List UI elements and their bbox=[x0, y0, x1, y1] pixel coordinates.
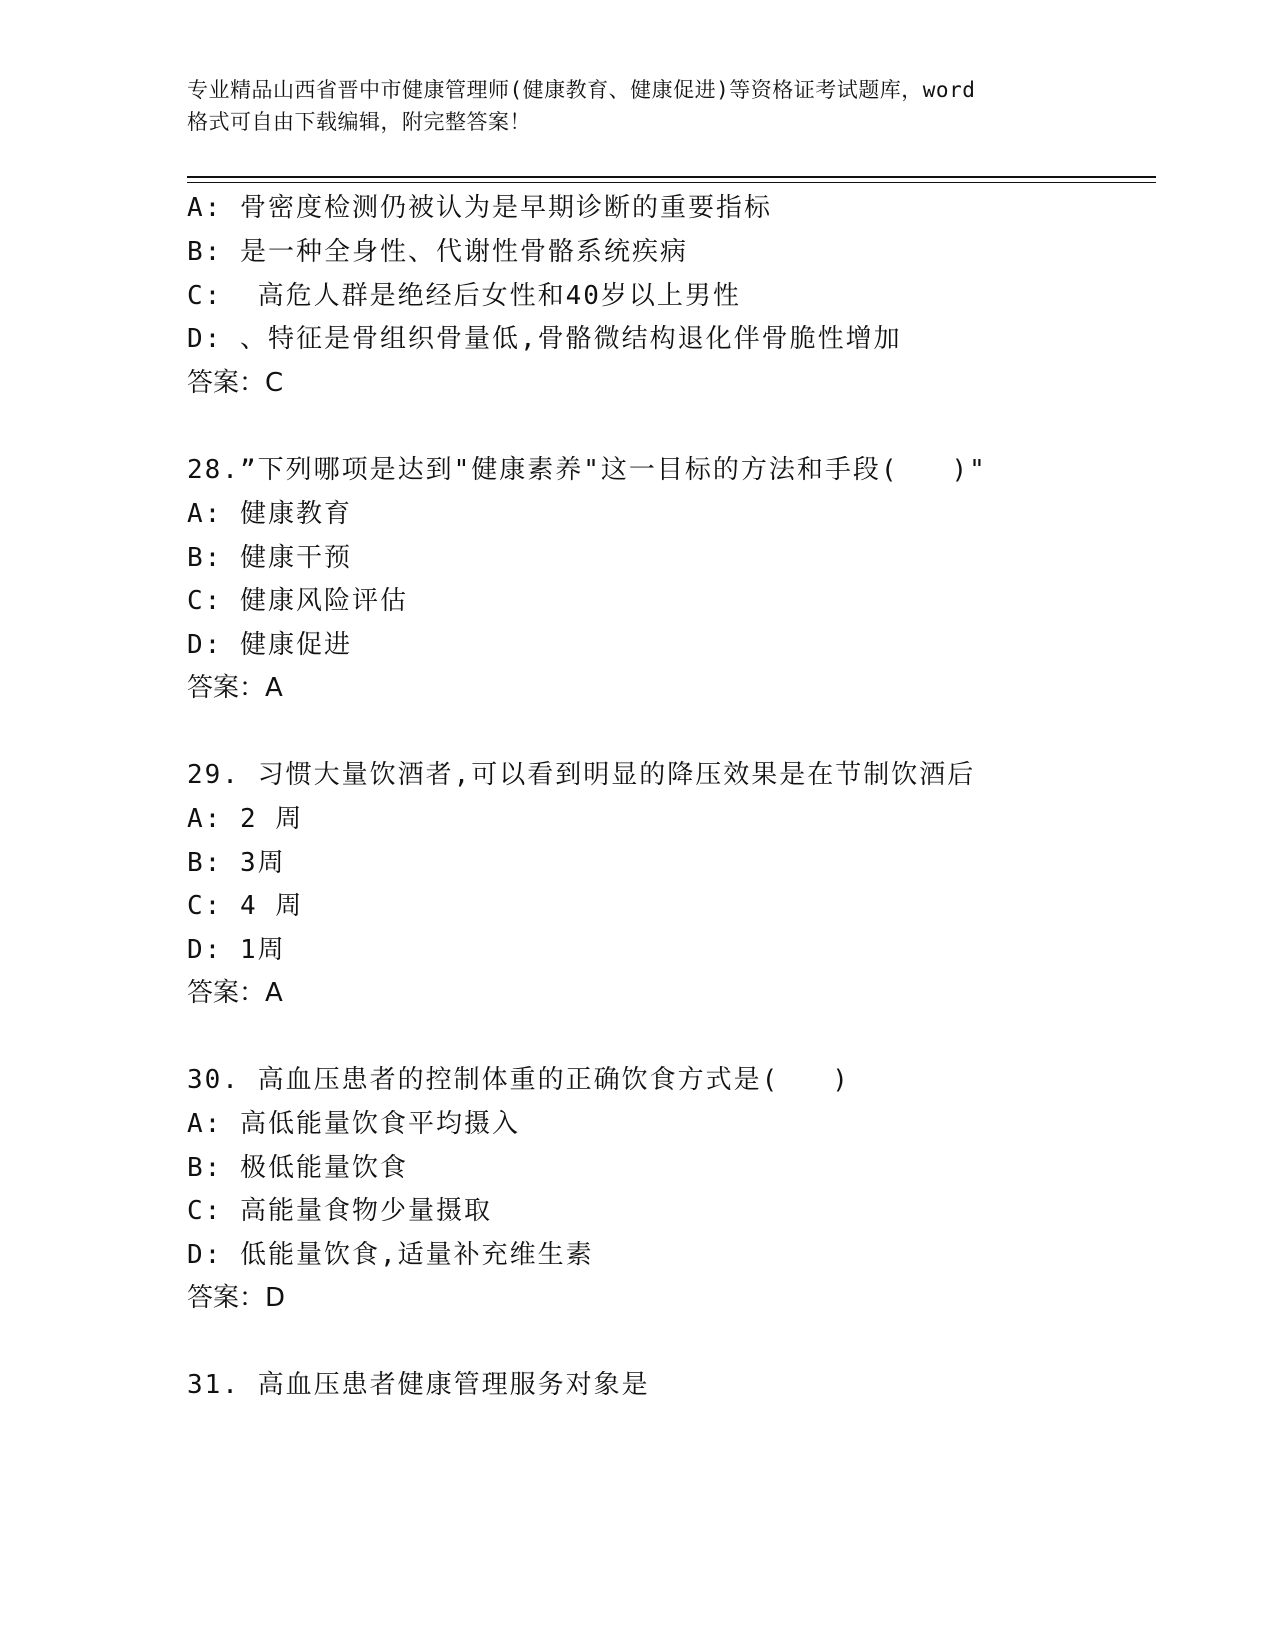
q27-option-b: B: 是一种全身性、代谢性骨骼系统疾病 bbox=[187, 237, 688, 267]
header-line-1: 专业精品山西省晋中市健康管理师(健康教育、健康促进)等资格证考试题库，word bbox=[187, 78, 976, 102]
q27-option-c: C: 高危人群是绝经后女性和40岁以上男性 bbox=[187, 281, 741, 311]
q30-option-b: B: 极低能量饮食 bbox=[187, 1153, 408, 1183]
q28-option-d: D: 健康促进 bbox=[187, 630, 352, 660]
q31-question: 31. 高血压患者健康管理服务对象是 bbox=[187, 1370, 650, 1400]
q27-option-d: D: 、特征是骨组织骨量低,骨骼微结构退化伴骨脆性增加 bbox=[187, 324, 902, 354]
q30-option-d: D: 低能量饮食,适量补充维生素 bbox=[187, 1240, 594, 1270]
q30-option-c: C: 高能量食物少量摄取 bbox=[187, 1196, 492, 1226]
q30-answer: 答案：D bbox=[187, 1283, 286, 1313]
header-rule-thick bbox=[187, 176, 1156, 178]
q28-option-c: C: 健康风险评估 bbox=[187, 586, 408, 616]
q28-option-b: B: 健康干预 bbox=[187, 543, 352, 573]
q27-answer: 答案：C bbox=[187, 368, 284, 398]
q28-question: 28.”下列哪项是达到"健康素养"这一目标的方法和手段( )" bbox=[187, 455, 987, 485]
q30-option-a: A: 高低能量饮食平均摄入 bbox=[187, 1109, 520, 1139]
q29-option-c: C: 4 周 bbox=[187, 891, 304, 921]
document-header bbox=[187, 74, 1087, 138]
q30-question: 30. 高血压患者的控制体重的正确饮食方式是( ) bbox=[187, 1065, 850, 1095]
header-line-2: 格式可自由下载编辑，附完整答案！ bbox=[187, 110, 531, 134]
q29-option-d: D: 1周 bbox=[187, 935, 286, 965]
q28-answer: 答案：A bbox=[187, 673, 283, 703]
q28-option-a: A: 健康教育 bbox=[187, 499, 352, 529]
q29-option-b: B: 3周 bbox=[187, 848, 286, 878]
q27-option-a: A: 骨密度检测仍被认为是早期诊断的重要指标 bbox=[187, 193, 772, 223]
q29-option-a: A: 2 周 bbox=[187, 804, 304, 834]
q29-question: 29. 习惯大量饮酒者,可以看到明显的降压效果是在节制饮酒后 bbox=[187, 760, 976, 790]
header-rule-thin bbox=[187, 182, 1156, 183]
q29-answer: 答案：A bbox=[187, 978, 283, 1008]
